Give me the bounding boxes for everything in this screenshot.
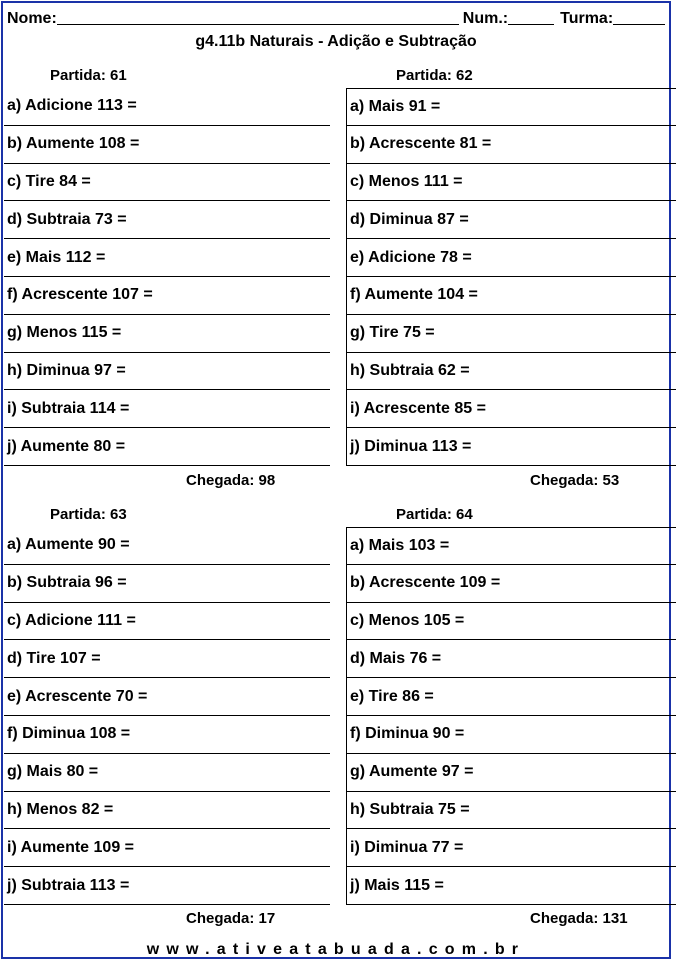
list-item[interactable]: e) Mais 112 = <box>4 239 330 277</box>
partida <box>50 506 127 523</box>
exercise-list <box>4 88 330 466</box>
worksheet <box>1 1 671 959</box>
list-item[interactable]: d) Subtraia 73 = <box>4 201 330 239</box>
list-item[interactable]: j) Mais 115 = <box>347 867 676 905</box>
exercise-block-64 <box>346 506 676 946</box>
partida <box>396 67 473 84</box>
partida-value: 64 <box>456 506 473 523</box>
exercise-list <box>346 527 676 905</box>
partida-value: 61 <box>110 67 127 84</box>
list-item[interactable]: i) Acrescente 85 = <box>347 390 676 428</box>
list-item[interactable]: c) Tire 84 = <box>4 164 330 202</box>
list-item[interactable]: a) Mais 91 = <box>347 88 676 126</box>
chegada-value: 53 <box>602 472 620 489</box>
list-item[interactable]: a) Mais 103 = <box>347 527 676 565</box>
list-item[interactable]: j) Subtraia 113 = <box>4 867 330 905</box>
list-item[interactable]: e) Adicione 78 = <box>347 239 676 277</box>
partida-label: Partida: <box>50 67 106 84</box>
list-item[interactable]: g) Mais 80 = <box>4 754 330 792</box>
list-item[interactable]: b) Subtraia 96 = <box>4 565 330 603</box>
chegada <box>530 472 619 489</box>
name-field[interactable] <box>57 7 459 25</box>
exercise-block-62 <box>346 67 676 507</box>
list-item[interactable]: g) Tire 75 = <box>347 315 676 353</box>
list-item[interactable]: h) Subtraia 75 = <box>347 792 676 830</box>
list-item[interactable]: b) Acrescente 109 = <box>347 565 676 603</box>
list-item[interactable]: j) Aumente 80 = <box>4 428 330 466</box>
list-item[interactable]: d) Tire 107 = <box>4 640 330 678</box>
list-item[interactable]: f) Aumente 104 = <box>347 277 676 315</box>
partida-label: Partida: <box>396 67 452 84</box>
list-item[interactable]: f) Acrescente 107 = <box>4 277 330 315</box>
partida <box>50 67 127 84</box>
list-item[interactable]: g) Menos 115 = <box>4 315 330 353</box>
list-item[interactable]: a) Aumente 90 = <box>4 527 330 565</box>
chegada-label: Chegada: <box>186 910 255 927</box>
name-label: Nome: <box>7 10 57 27</box>
partida-value: 63 <box>110 506 127 523</box>
list-item[interactable]: a) Adicione 113 = <box>4 88 330 126</box>
chegada <box>530 910 628 927</box>
chegada <box>186 472 275 489</box>
exercise-list <box>4 527 330 905</box>
exercise-list <box>346 88 676 466</box>
list-item[interactable]: b) Aumente 108 = <box>4 126 330 164</box>
class-label: Turma: <box>560 10 614 27</box>
list-item[interactable]: c) Menos 111 = <box>347 164 676 202</box>
list-item[interactable]: h) Subtraia 62 = <box>347 353 676 391</box>
list-item[interactable]: e) Acrescente 70 = <box>4 678 330 716</box>
list-item[interactable]: c) Adicione 111 = <box>4 603 330 641</box>
partida-label: Partida: <box>50 506 106 523</box>
worksheet-title: g4.11b Naturais - Adição e Subtração <box>195 33 477 50</box>
list-item[interactable]: d) Diminua 87 = <box>347 201 676 239</box>
header-fields <box>7 6 665 28</box>
chegada-label: Chegada: <box>530 910 599 927</box>
list-item[interactable]: e) Tire 86 = <box>347 678 676 716</box>
footer-website: www.ativeatabuada.com.br <box>146 941 526 958</box>
chegada-label: Chegada: <box>186 472 255 489</box>
num-field[interactable] <box>508 7 554 25</box>
list-item[interactable]: i) Aumente 109 = <box>4 829 330 867</box>
list-item[interactable]: g) Aumente 97 = <box>347 754 676 792</box>
chegada-value: 17 <box>258 910 276 927</box>
partida-value: 62 <box>456 67 473 84</box>
chegada-label: Chegada: <box>530 472 599 489</box>
list-item[interactable]: i) Diminua 77 = <box>347 829 676 867</box>
partida <box>396 506 473 523</box>
class-field[interactable] <box>613 7 665 25</box>
list-item[interactable]: c) Menos 105 = <box>347 603 676 641</box>
chegada-value: 131 <box>602 910 628 927</box>
num-label: Num.: <box>462 10 509 27</box>
list-item[interactable]: d) Mais 76 = <box>347 640 676 678</box>
chegada-value: 98 <box>258 472 276 489</box>
list-item[interactable]: j) Diminua 113 = <box>347 428 676 466</box>
chegada <box>186 910 275 927</box>
list-item[interactable]: b) Acrescente 81 = <box>347 126 676 164</box>
list-item[interactable]: h) Menos 82 = <box>4 792 330 830</box>
list-item[interactable]: h) Diminua 97 = <box>4 353 330 391</box>
list-item[interactable]: f) Diminua 108 = <box>4 716 330 754</box>
exercise-block-63 <box>4 506 330 946</box>
list-item[interactable]: f) Diminua 90 = <box>347 716 676 754</box>
exercise-block-61 <box>4 67 330 507</box>
partida-label: Partida: <box>396 506 452 523</box>
list-item[interactable]: i) Subtraia 114 = <box>4 390 330 428</box>
